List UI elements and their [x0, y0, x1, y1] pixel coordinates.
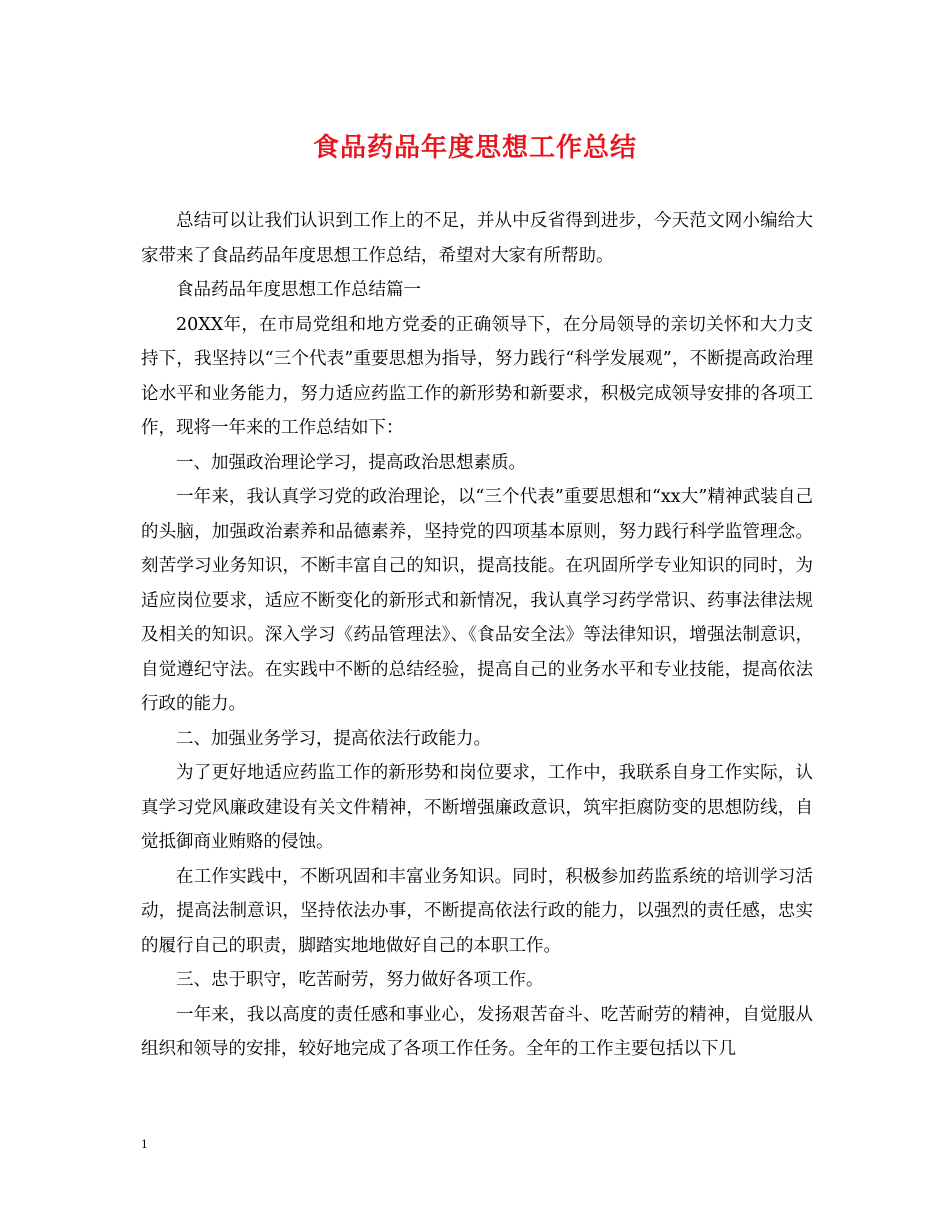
paragraph-business-study: 为了更好地适应药监工作的新形势和岗位要求，工作中，我联系自身工作实际，认真学习党风廉政建设有关文件精神，不断增强廉政意识，筑牢拒腐防变的思想防线，自觉抵御商业贿赂的侵蚀。: [141, 763, 813, 852]
page-number: 1: [141, 1136, 148, 1151]
paragraph-political-study: 一年来，我认真学习党的政治理论，以“三个代表”重要思想和“xx大”精神武装自己的头脑，加强政治素养和品德素养，坚持党的四项基本原则，努力践行科学监管理念。刻苦学习业务知识，不断丰富自己的知识，提高技能。在巩固所学专业知识的同时，为适应岗位要求，适应不断变化的新形式和新情况，我认真学习药学常识、药事法律法规及相关的知识。深入学习《药品管理法》、《食品安全法》等法律知识，增强法制意识，自觉遵纪守法。在实践中不断的总结经验，提高自己的业务水平和专业技能，提高依法行政的能力。: [141, 487, 813, 714]
section-heading-part-one: 食品药品年度思想工作总结篇一: [176, 280, 421, 300]
section-heading-business-study: 二、加强业务学习，提高依法行政能力。: [176, 728, 491, 749]
document-body: [141, 204, 813, 1067]
section-heading-duty: 三、忠于职守，吃苦耐劳，努力做好各项工作。: [176, 970, 544, 990]
section-heading-political-study: 一、加强政治理论学习，提高政治思想素质。: [176, 452, 526, 473]
document-title: 食品药品年度思想工作总结: [312, 133, 637, 163]
paragraph-intro: 总结可以让我们认识到工作上的不足，并从中反省得到进步，今天范文网小编给大家带来了食品药品年度思想工作总结，希望对大家有所帮助。: [141, 211, 813, 266]
paragraph-duty: 一年来，我以高度的责任感和事业心，发扬艰苦奋斗、吃苦耐劳的精神，自觉服从组织和领导的安排，较好地完成了各项工作任务。全年的工作主要包括以下几: [141, 1004, 813, 1059]
paragraph-overview: 20XX年，在市局党组和地方党委的正确领导下，在分局领导的亲切关怀和大力支持下，我坚持以“三个代表”重要思想为指导，努力践行“科学发展观”，不断提高政治理论水平和业务能力，努力适应药监工作的新形势和新要求，积极完成领导安排的各项工作，现将一年来的工作总结如下：: [141, 314, 813, 438]
paragraph-work-practice: 在工作实践中，不断巩固和丰富业务知识。同时，积极参加药监系统的培训学习活动，提高法制意识，坚持依法办事，不断提高依法行政的能力，以强烈的责任感，忠实的履行自己的职责，脚踏实地地做好自己的本职工作。: [141, 866, 813, 956]
